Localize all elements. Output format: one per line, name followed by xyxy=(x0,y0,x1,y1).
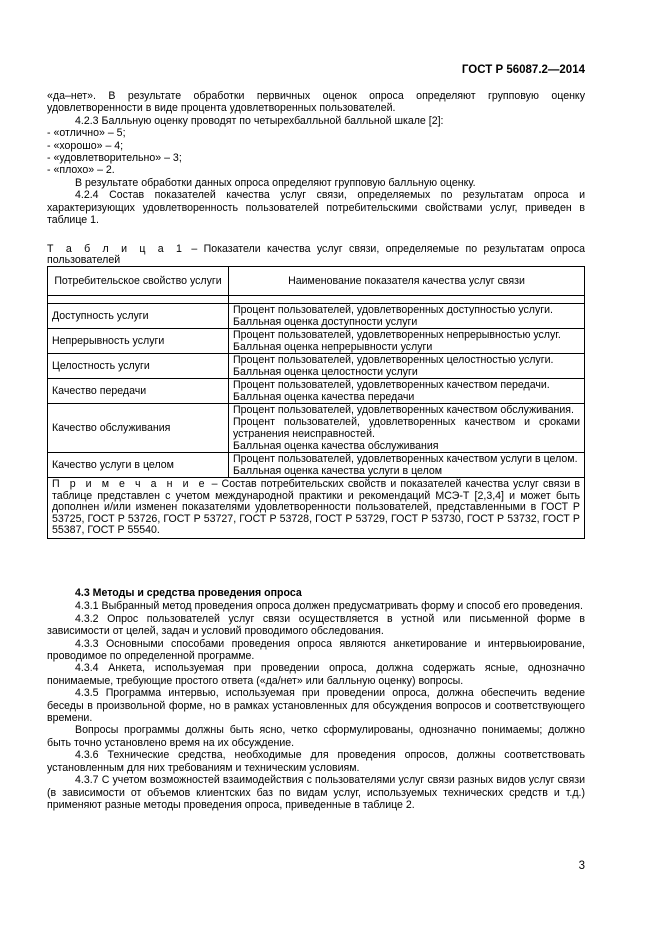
indicator-cell xyxy=(229,304,585,329)
table-header-row xyxy=(48,267,585,296)
indicator-line: Балльная оценка доступности услуги xyxy=(233,316,418,328)
indicator-cell xyxy=(229,404,585,453)
property-cell: Качество передачи xyxy=(48,379,229,404)
indicator-line: Процент пользователей, удовлетворенных качеством передачи. xyxy=(233,379,550,391)
paragraph: 4.3.3 Основными способами проведения опроса являются анкетирование и интервьюирование, проводимое по определенной программе. xyxy=(47,637,585,663)
table-row xyxy=(48,379,585,404)
property-cell: Качество обслуживания xyxy=(48,404,229,453)
property-cell: Непрерывность услуги xyxy=(48,329,229,354)
indicator-cell xyxy=(229,453,585,478)
indicator-line: Процент пользователей, удовлетворенных доступностью услуги. xyxy=(233,304,553,316)
paragraph: 4.3.4 Анкета, используемая при проведении опроса, должна содержать ясные, однозначно понимаемые, требующие простого ответа («да/нет» или балльную оценку) вопросы. xyxy=(47,662,585,687)
table-note xyxy=(48,478,585,539)
table-row xyxy=(48,304,585,329)
table-caption-text: – Показатели качества услуг связи, определяемые по результатам опроса пользователей xyxy=(47,243,586,266)
page-number: 3 xyxy=(578,860,585,872)
paragraph: 4.3.2 Опрос пользователей услуг связи осуществляется в устной или письменной форме в зависимости от целей, задач и условий проводимого обследования. xyxy=(47,612,585,638)
property-cell: Доступность услуги xyxy=(48,304,229,329)
indicator-line: Процент пользователей, удовлетворенных качеством и сроками устранения неисправностей. xyxy=(233,416,580,440)
table-spacer-row xyxy=(48,296,585,304)
indicator-line: Процент пользователей, удовлетворенных непрерывностью услуг. xyxy=(233,329,561,341)
section-4-3 xyxy=(47,587,585,811)
section-title: 4.3 Методы и средства проведения опроса xyxy=(75,587,302,599)
paragraph: 4.3.6 Технические средства, необходимые для проведения опросов, должны соответствовать установленным для них требованиям и техническим условиям. xyxy=(47,749,585,774)
table-caption xyxy=(47,244,585,266)
list-item: - «хорошо» – 4; xyxy=(47,139,124,152)
indicator-line: Балльная оценка качества передачи xyxy=(233,391,415,403)
list-item: - «плохо» – 2. xyxy=(47,164,115,177)
paragraph: 4.2.4 Состав показателей качества услуг связи, определяемых по результатам опроса и характеризующих удовлетворенность пользователей потребительскими свойствами услуг, приведен в таблице 1. xyxy=(47,189,585,227)
indicator-line: Балльная оценка непрерывности услуги xyxy=(233,341,433,353)
list-item: - «отлично» – 5; xyxy=(47,127,126,140)
paragraph: «да–нет». В результате обработки первичных оценок опроса определяют групповую оценку удовлетворенности в виде процента удовлетворенных пользователей. xyxy=(47,90,585,115)
indicator-cell xyxy=(229,379,585,404)
table-row xyxy=(48,354,585,379)
note-text: – Состав потребительских свойств и показателей качества услуг связи в таблице представлен с учетом международной практики и рекомендаций МСЭ-Т [2,3,4] и может быть дополнен и/или изменен показателями удовлетворенности пользователей, представленными в ГОСТ Р 53725, ГОСТ Р 53726, ГОСТ Р 53727, ГОСТ Р 53728, ГОСТ Р 53729, ГОСТ Р 53730, ГОСТ Р 53732, ГОСТ Р 55387, ГОСТ Р 55540. xyxy=(52,478,580,537)
indicator-cell xyxy=(229,329,585,354)
table-cell xyxy=(48,296,229,304)
paragraph: В результате обработки данных опроса определяют групповую балльную оценку. xyxy=(75,176,476,189)
paragraph: 4.2.3 Балльную оценку проводят по четырехбалльной балльной шкале [2]: xyxy=(75,114,444,127)
paragraph: 4.3.1 Выбранный метод проведения опроса должен предусматривать форму и способ его проведения. xyxy=(75,600,583,613)
note-label: П р и м е ч а н и е xyxy=(52,478,208,490)
paragraph: Вопросы программы должны быть ясно, четко сформулированы, однозначно понимаемы; должно быть точно установлено время на их обсуждение. xyxy=(47,724,585,749)
indicator-line: Балльная оценка целостности услуги xyxy=(233,366,418,378)
document-id-header: ГОСТ Р 56087.2—2014 xyxy=(461,64,585,76)
table-note-row xyxy=(48,478,585,539)
col-header-indicator: Наименование показателя качества услуг связи xyxy=(229,267,585,296)
list-item: - «удовлетворительно» – 3; xyxy=(47,152,182,165)
table-row xyxy=(48,404,585,453)
indicator-line: Процент пользователей, удовлетворенных качеством обслуживания. xyxy=(233,404,574,416)
table-cell xyxy=(229,296,585,304)
property-cell: Целостность услуги xyxy=(48,354,229,379)
paragraph: 4.3.5 Программа интервью, используемая при проведении опроса, должна обеспечить ведение беседы в произвольной форме, но в рамках установленных для обсуждения вопросов и соответствующего времени. xyxy=(47,687,585,725)
col-header-property: Потребительское свойство услуги xyxy=(48,267,229,296)
table-caption-label: Т а б л и ц а 1 xyxy=(47,243,185,255)
indicator-line: Процент пользователей, удовлетворенных целостностью услуги. xyxy=(233,354,554,366)
indicator-cell xyxy=(229,354,585,379)
indicator-line: Балльная оценка качества обслуживания xyxy=(233,440,439,452)
table-row xyxy=(48,329,585,354)
quality-indicators-table xyxy=(47,266,585,539)
intro-text xyxy=(47,90,585,226)
paragraph: 4.3.7 С учетом возможностей взаимодействия с пользователями услуг связи разных видов услуг связи (в зависимости от объемов клиентских баз по видам услуг, используемых технических средств и т.д.) применяют разные методы проведения опроса, приведенные в таблице 2. xyxy=(47,774,585,811)
indicator-line: Балльная оценка качества услуги в целом xyxy=(233,465,443,477)
property-cell: Качество услуги в целом xyxy=(48,453,229,478)
indicator-line: Процент пользователей, удовлетворенных качеством услуги в целом. xyxy=(233,453,578,465)
table-row xyxy=(48,453,585,478)
